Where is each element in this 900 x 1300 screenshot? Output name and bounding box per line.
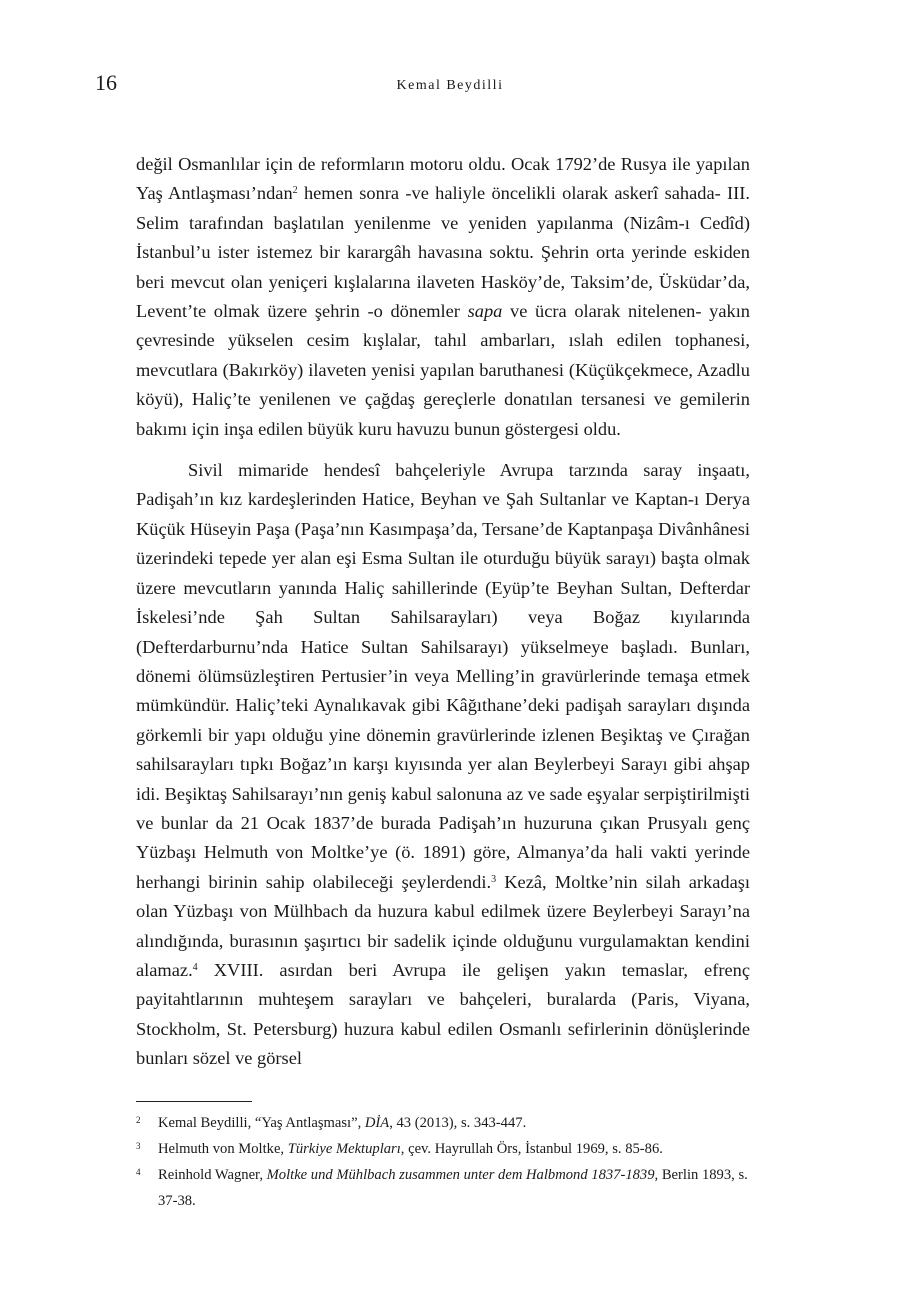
footnotes: [136, 1110, 750, 1214]
text-run: Helmuth von Moltke,: [158, 1141, 288, 1157]
text-run: , 43 (2013), s. 343-447.: [389, 1115, 527, 1131]
text-run: XVIII. asırdan beri Avrupa ile gelişen yakın temaslar, efrenç payitahtlarının muhteşem sarayları ve bahçeleri, buralarda (Paris, Viyana, Stockholm, St. Petersburg) huzura kabul edilen Osmanlı sefirlerinin dönüşlerinde bunları sözel ve görsel: [136, 959, 750, 1069]
footnote-text: [158, 1167, 748, 1209]
footnote-2: [136, 1110, 750, 1136]
footnote-ref: 3: [491, 873, 497, 885]
footnote-number: 4: [136, 1167, 141, 1177]
italic-text: Moltke und Mühlbach zusammen unter dem Halbmond 1837-1839: [266, 1167, 655, 1183]
text-run: , çev. Hayrullah Örs, İstanbul 1969, s. 85-86.: [400, 1141, 663, 1157]
footnote-text: [158, 1115, 526, 1131]
footnote-text: [158, 1141, 663, 1157]
text-run: Reinhold Wagner,: [158, 1167, 267, 1183]
text-run: , Berlin 1893, s. 37-38.: [158, 1167, 748, 1209]
footnote-4: [136, 1162, 750, 1214]
italic-text: DİA: [364, 1115, 390, 1131]
text-run: Sivil mimaride hendesî bahçeleriyle Avrupa tarzında saray inşaatı, Padişah’ın kız kardeşlerinden Hatice, Beyhan ve Şah Sultanlar ve Kaptan-ı Derya Küçük Hüseyin Paşa (Paşa’nın Kasımpaşa’da, Tersane’de Kaptanpaşa Divânhânesi üzerindeki tepede yer alan eşi Esma Sultan ile oturduğu büyük sarayı) başta olmak üzere mevcutların yanında Haliç sahillerinde (Eyüp’te Beyhan Sultan, Defterdar İskelesi’nde Şah Sultan Sahilsarayları) veya Boğaz kıyılarında (Defterdarburnu’nda Hatice Sultan Sahilsarayı) yükselmeye başladı. Bunları, dönemi ölümsüzleştiren Pertusier’in veya Melling’in gravürlerinde temaşa etmek mümkündür. Haliç’teki Aynalıkavak gibi Kâğıthane’deki padişah sarayları dışında görkemli bir yapı olduğu yine dönemin gravürlerinde izlenen Beşiktaş ve Çırağan sahilsarayları tıpkı Boğaz’ın karşı kıyısında yer alan Beylerbeyi Sarayı gibi ahşap idi. Beşiktaş Sahilsarayı’nın geniş kabul salonuna az ve sade eşyalar serpiştirilmişti ve bunlar da 21 Ocak 1837’de burada Padişah’ın huzuruna çıkan Prusyalı genç Yüzbaşı Helmuth von Moltke’ye (ö. 1891) göre, Almanya’da hali vakti yerinde herhangi birinin sahip olabileceği şeylerdendi.: [136, 460, 750, 892]
italic-text: Türkiye Mektupları: [287, 1141, 401, 1157]
paragraph-1: [136, 150, 750, 444]
footnote-number: 2: [136, 1115, 141, 1125]
text-run: Kezâ, Moltke’nin silah arkadaşı olan Yüzbaşı von Mülhbach da huzura kabul edilmek üzere Beylerbeyi Sarayı’na alındığında, burasının şaşırtıcı bir sadelik içinde olduğunu vurgulamaktan kendini alamaz.: [136, 871, 750, 980]
running-head: Kemal Beydilli: [396, 78, 504, 93]
footnote-ref: 4: [192, 961, 198, 973]
footnote-3: [136, 1136, 750, 1162]
page-number: 16: [95, 70, 117, 95]
text-run: ve ücra olarak nitelenen- yakın çevresinde yükselen cesim kışlalar, tahıl ambarları, ıslah edilen tophanesi, mevcutlara (Bakırköy) ilaveten yenisi yapılan baruthanesi (Küçükçekmece, Azadlu köyü), Haliç’te yenilenen ve çağdaş gereçlerle donatılan tersanesi ve gemilerin bakımı için inşa edilen büyük kuru havuzu bunun göstergesi oldu.: [136, 301, 750, 439]
text-run: hemen sonra -ve haliyle öncelikli olarak askerî sahada- III. Selim tarafından başlatılan yenilenme ve yeniden yapılanma (Nizâm-ı Cedîd) İstanbul’u ister istemez bir karargâh havasına soktu. Şehrin orta yerinde eskiden beri mevcut olan yeniçeri kışlalarına ilaveten Hasköy’de, Taksim’de, Üsküdar’da, Levent’te olmak üzere şehrin -o dönemler: [136, 183, 750, 322]
italic-text: sapa: [467, 301, 503, 322]
text-run: değil Osmanlılar için de reformların motoru oldu. Ocak 1792’de Rusya ile yapılan Yaş Antlaşması’ndan: [136, 154, 750, 204]
footnote-ref: 2: [292, 185, 298, 197]
footnote-rule: [136, 1101, 252, 1102]
paragraph-2: [136, 456, 750, 1074]
body-text: [136, 150, 750, 1074]
footnote-number: 3: [136, 1141, 141, 1151]
text-run: Kemal Beydilli, “Yaş Antlaşması”,: [158, 1115, 365, 1131]
